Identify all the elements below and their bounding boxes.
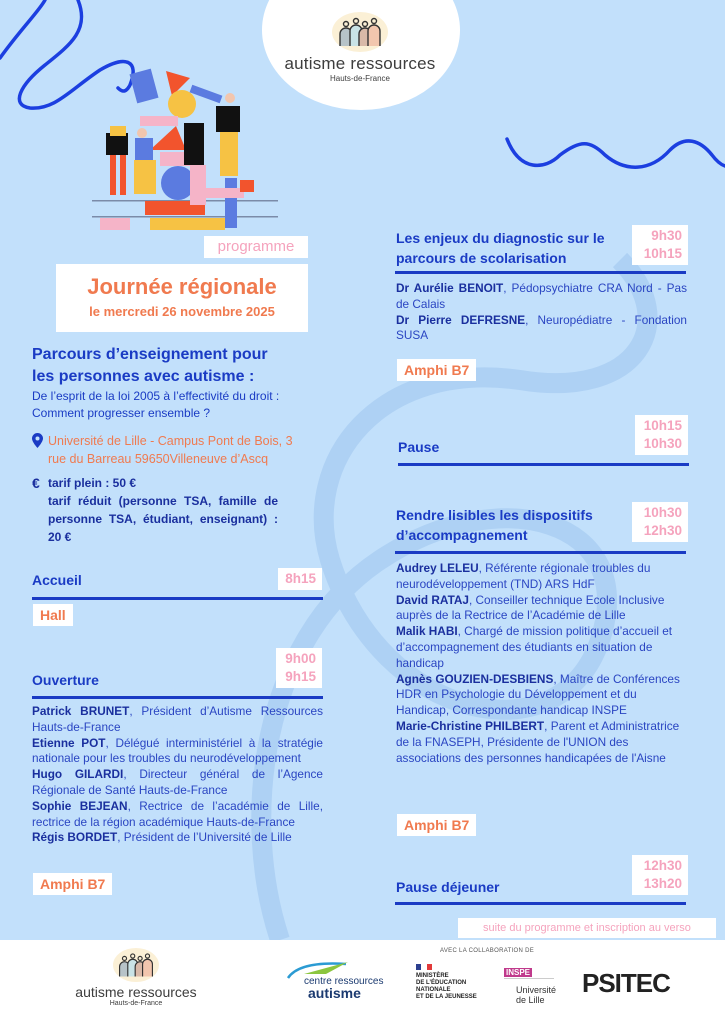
speaker-item: Etienne POT, Délégué interministériel à la stratégie nationale pour les troubles du neurodéveloppement xyxy=(32,735,323,766)
session-title-ouverture: Ouverture xyxy=(32,672,99,688)
logo-subtitle: Hauts-de-France xyxy=(329,74,391,83)
footer-logos xyxy=(0,940,725,1024)
speaker-item: Dr Aurélie BENOIT, Pédopsychiatre CRA Nord - Pas de Calais xyxy=(396,281,687,311)
room-badge-amphi: Amphi B7 xyxy=(397,814,476,836)
location-line2: rue du Barreau 59650Villeneuve d’Ascq xyxy=(48,452,269,466)
speaker-list-dispositifs xyxy=(396,561,686,766)
event-heading-line2: les personnes avec autisme : xyxy=(32,368,255,385)
programme-label: programme xyxy=(204,236,308,258)
footer-logo-psitec: PSITEC xyxy=(582,968,670,998)
session-title-diagnostic: Les enjeux du diagnostic sur le parcours de scolarisation xyxy=(396,230,605,266)
speaker-item: David RATAJ, Conseiller technique Ecole Inclusive auprès de la Rectrice de l’Académie de Lille xyxy=(396,592,665,623)
session-title-pause: Pause xyxy=(398,439,440,455)
wave-icon xyxy=(507,139,725,167)
session-time-diagnostic: 9h30 10h15 xyxy=(632,225,688,265)
event-pricing xyxy=(32,474,332,546)
footer-logo-inspe: INSPE xyxy=(506,968,531,977)
room-badge-hall: Hall xyxy=(33,604,73,626)
speaker-item: Régis BORDET, Président de l’Université de Lille xyxy=(32,830,292,845)
room-badge-amphi: Amphi B7 xyxy=(33,873,112,895)
footer-logo-ulille: Université de Lille xyxy=(516,985,557,1005)
speaker-item: Audrey LELEU, Référente régionale troubles du neurodéveloppement (TND) ARS HdF xyxy=(396,561,651,591)
event-subheading-line2: Comment progresser ensemble ? xyxy=(32,406,211,420)
session-time-ouverture: 9h00 9h15 xyxy=(276,648,322,688)
people-icon xyxy=(113,948,159,982)
speaker-item: Sophie BEJEAN, Rectrice de l’académie de Lille, rectrice de la région académique Hauts-de-France xyxy=(32,798,323,829)
event-location xyxy=(32,432,332,468)
session-title-lunch: Pause déjeuner xyxy=(396,879,500,895)
speaker-item: Malik HABI, Chargé de mission politique d’accueil et d’accompagnement des étudiants en situation de handicap xyxy=(396,624,673,670)
session-divider xyxy=(395,902,686,905)
speaker-list-ouverture xyxy=(32,704,323,846)
cra-swoosh-icon xyxy=(286,960,356,980)
speaker-item: Patrick BRUNET, Président d’Autisme Ressources Hauts-de-France xyxy=(32,704,323,734)
logo-divider xyxy=(504,978,554,979)
team-building-illustration xyxy=(90,68,280,233)
collaboration-label: AVEC LA COLLABORATION DE xyxy=(440,948,535,954)
footer-logo-cra: centre ressources autisme xyxy=(286,966,386,999)
event-heading-line1: Parcours d’enseignement pour xyxy=(32,346,268,363)
session-time-accueil: 8h15 xyxy=(278,568,322,590)
session-time-pause: 10h15 10h30 xyxy=(635,415,688,455)
logo-title: autisme ressources xyxy=(284,54,436,73)
speaker-item: Agnès GOUZIEN-DESBIENS, Maître de Conférences HDR en Psychologie du Développement et du Handicap, Correspondante handicap INSPE xyxy=(396,671,680,718)
people-icon xyxy=(332,12,388,52)
price-reduced: tarif réduit (personne TSA, famille de personne TSA, étudiant, enseignant) : 20 € xyxy=(48,494,278,544)
speaker-item: Marie-Christine PHILBERT, Parent et Administratrice de la FNASEPH, Présidente de l'UNION des associations des personnes handicapées de l'Aisne xyxy=(396,718,680,765)
continuation-note: suite du programme et inscription au verso xyxy=(458,918,716,938)
session-title-accueil: Accueil xyxy=(32,572,82,588)
euro-icon: € xyxy=(32,475,40,491)
session-time-dispositifs: 10h30 12h30 xyxy=(632,502,688,542)
map-pin-icon xyxy=(32,433,43,448)
event-title: Journée régionale xyxy=(87,274,277,299)
french-flag-icon xyxy=(416,964,432,970)
event-title-box xyxy=(56,264,308,332)
speaker-item: Dr Pierre DEFRESNE, Neuropédiatre - Fondation SUSA xyxy=(396,312,687,343)
footer-logo-autisme-ressources: autisme ressources Hauts-de-France xyxy=(66,948,206,1007)
session-divider xyxy=(32,597,323,600)
event-subheading-line1: De l’esprit de la loi 2005 à l’effectivité du droit : xyxy=(32,389,280,403)
session-divider xyxy=(32,696,323,699)
session-divider xyxy=(395,551,686,554)
footer-logo-ministry: MINISTÈRE DE L’ÉDUCATION NATIONALE ET DE LA JEUNESSE xyxy=(416,964,477,1001)
event-date: le mercredi 26 novembre 2025 xyxy=(89,304,275,319)
room-badge-amphi: Amphi B7 xyxy=(397,359,476,381)
speaker-item: Hugo GILARDI, Directeur général de l’Agence Régionale de Santé Hauts-de-France xyxy=(32,767,323,797)
event-intro xyxy=(32,344,332,422)
session-time-lunch: 12h30 13h20 xyxy=(632,855,688,895)
price-full: tarif plein : 50 € xyxy=(48,476,137,490)
header-logo xyxy=(270,12,450,83)
location-line1: Université de Lille - Campus Pont de Bois, 3 xyxy=(48,434,293,448)
speaker-list-diagnostic xyxy=(396,281,687,344)
session-title-dispositifs: Rendre lisibles les dispositifs d’accompagnement xyxy=(396,507,593,543)
session-divider xyxy=(398,463,689,466)
session-divider xyxy=(395,271,686,274)
